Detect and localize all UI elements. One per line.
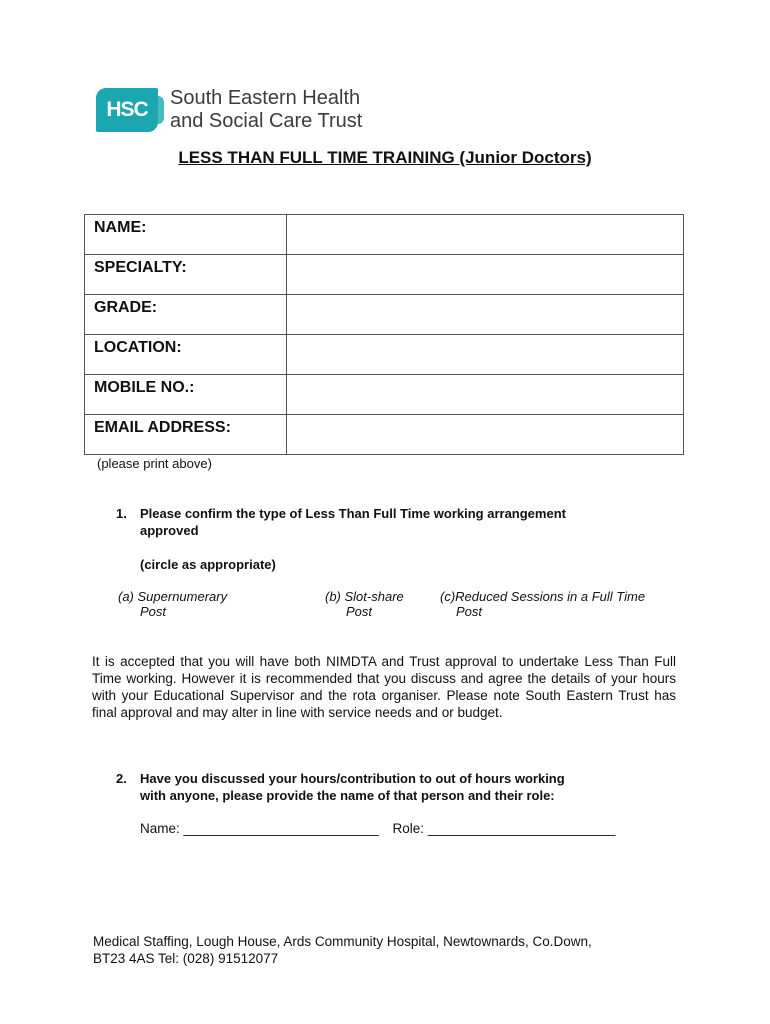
option-slot-share[interactable] — [325, 589, 404, 619]
table-row — [85, 215, 684, 255]
option-line: Post — [456, 604, 483, 619]
logo-line-2: and Social Care Trust — [170, 110, 363, 132]
email-label: EMAIL ADDRESS: — [85, 415, 287, 455]
location-field[interactable] — [287, 335, 684, 375]
footer-address — [93, 933, 592, 967]
question-2-line-2: with anyone, please provide the name of that person and their role: — [140, 788, 555, 803]
email-field[interactable] — [287, 415, 684, 455]
question-1 — [116, 505, 566, 573]
question-2-number: 2. — [116, 771, 127, 786]
question-1-number: 1. — [116, 506, 127, 521]
table-row — [85, 375, 684, 415]
specialty-field[interactable] — [287, 255, 684, 295]
option-line: Post — [346, 604, 373, 619]
print-note: (please print above) — [97, 456, 212, 471]
question-1-instruction: (circle as appropriate) — [140, 557, 276, 572]
mobile-field[interactable] — [287, 375, 684, 415]
contact-role-label: Role: — [392, 821, 425, 836]
question-2-line-1: Have you discussed your hours/contribution to out of hours working — [140, 771, 565, 786]
specialty-label: SPECIALTY: — [85, 255, 287, 295]
footer-line-2: BT23 4AS Tel: (028) 91512077 — [93, 951, 279, 966]
mobile-label: MOBILE NO.: — [85, 375, 287, 415]
table-row — [85, 255, 684, 295]
trust-logo — [96, 87, 362, 133]
option-line: Post — [140, 604, 167, 619]
name-role-line — [140, 821, 616, 836]
location-label: LOCATION: — [85, 335, 287, 375]
option-reduced-sessions[interactable] — [440, 589, 645, 619]
contact-name-label: Name: — [140, 821, 180, 836]
option-line: (b) Slot-share — [325, 589, 404, 604]
table-row — [85, 295, 684, 335]
hsc-logo-badge: HSC — [96, 88, 158, 132]
contact-name-input[interactable]: __________________________ — [183, 821, 379, 836]
approval-paragraph: It is accepted that you will have both NIMDTA and Trust approval to undertake Less Than Full Time working. However it is recommended that you discuss and agree the details of your hours with your Educational Supervisor and the rota organiser. Please note South Eastern Trust has final approval and may alter in line with service needs and or budget. — [92, 654, 676, 720]
question-2 — [116, 770, 565, 804]
table-row — [85, 415, 684, 455]
option-line: (c)Reduced Sessions in a Full Time — [440, 589, 646, 604]
details-table — [84, 214, 684, 455]
option-supernumerary[interactable] — [118, 589, 227, 619]
grade-field[interactable] — [287, 295, 684, 335]
name-label: NAME: — [85, 215, 287, 255]
footer-line-1: Medical Staffing, Lough House, Ards Community Hospital, Newtownards, Co.Down, — [93, 934, 592, 949]
page-title: LESS THAN FULL TIME TRAINING (Junior Doctors) — [178, 148, 592, 167]
table-row — [85, 335, 684, 375]
name-field[interactable] — [287, 215, 684, 255]
option-line: (a) Supernumerary — [118, 589, 228, 604]
contact-role-input[interactable]: _________________________ — [427, 821, 616, 836]
question-1-line-1: Please confirm the type of Less Than Full Time working arrangement — [140, 506, 566, 521]
logo-line-1: South Eastern Health — [170, 87, 361, 109]
grade-label: GRADE: — [85, 295, 287, 335]
question-1-line-2: approved — [140, 523, 199, 538]
logo-text — [170, 87, 362, 133]
